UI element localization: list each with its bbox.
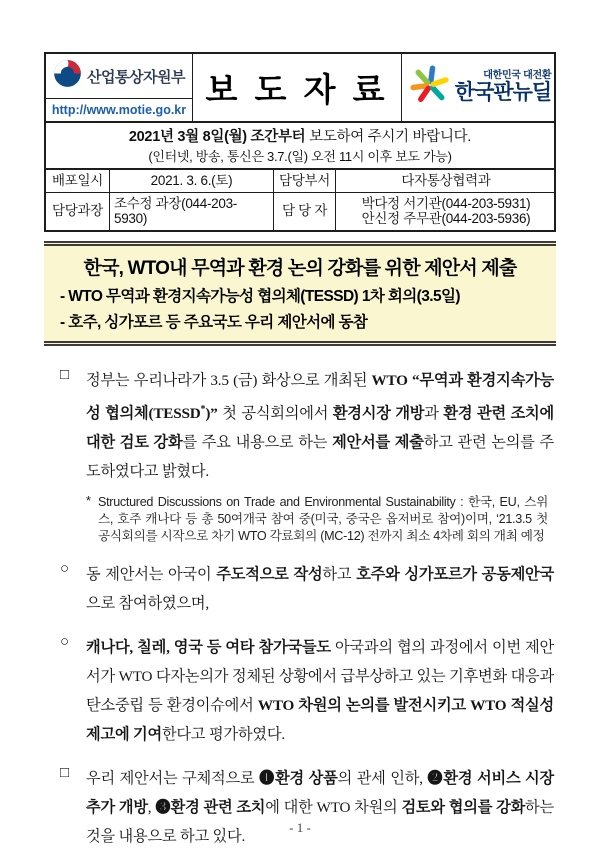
release-date-value: 2021. 3. 6.(토) [110,170,274,193]
ministry-url-link[interactable]: http://www.motie.go.kr [51,103,187,117]
motie-emblem-icon [53,59,82,93]
department-value: 다자통상협력과 [336,170,556,193]
square-bullet: □ [60,764,70,781]
newdeal-pinwheel-icon [409,64,451,111]
contact-person-label: 담 당 자 [274,193,336,230]
ministry-name: 산업통상자원부 [87,68,185,86]
doc-type-title: 보 도 자 료 [205,71,389,108]
header-ministry-cell [46,54,193,121]
body-text-area [44,366,556,849]
doc-type-cell [193,54,402,121]
contact-person-value: 박다정 서기관(044-203-5931) 안신정 주무관(044-203-5936) [361,195,531,227]
footnote-text: Structured Discussions on Trade and Environmental Sustainability : 한국, EU, 스위스, 호주 캐나다 등 총 50여개국 참여 중(미국, 중국은 옵저버로 참여)이며, ‘21.3.5 첫 공식회의를 시작으로 차기 WTO 각료회의 (MC-12) 전까지 최소 4차례 회의 개최 예정 [98,494,548,543]
embargo-notice [44,123,556,170]
footnote [86,494,548,545]
department-label: 담당부서 [274,170,336,193]
circle-bullet: ○ [60,633,70,650]
newdeal-slogan: 대한민국 대전환 [483,70,552,82]
contact-info-table [44,170,556,232]
circle-bullet: ○ [60,560,70,577]
paragraph-2-text: 동 제안서는 아국이 주도적으로 작성하고 호주와 싱가포르가 공동제안국으로 참여하였으며, [86,565,554,612]
paragraph-1-text: 정부는 우리나라가 3.5 (금) 화상으로 개최된 WTO “무역과 환경지속가능성 협의체(TESSD*)” 첫 공식회의에서 환경시장 개방과 환경 관련 조치에 대한 검토 강화를 주요 내용으로 하는 제안서를 제출하고 관련 논의를 주도하였다고 밝혔다. [86,371,554,480]
paragraph-1 [60,366,554,486]
asterisk-marker: * [86,493,91,508]
headline-box [44,241,556,346]
headline-title: 한국, WTO내 무역과 환경 논의 강화를 위한 제안서 제출 [83,257,517,279]
embargo-line1: 2021년 3월 8일(월) 조간부터 보도하여 주시기 바랍니다. [128,129,472,145]
paragraph-3 [60,633,554,749]
release-date-label: 배포일시 [46,170,110,193]
embargo-line2: (인터넷, 방송, 통신은 3.7.(일) 오전 11시 이후 보도 가능) [148,149,452,164]
paragraph-3-text: 캐나다, 칠레, 영국 등 여타 참가국들도 아국과의 협의 과정에서 이번 제안서가 WTO 다자논의가 정체된 상황에서 급부상하고 있는 기후변화 대응과 탄소중립 등 환경이슈에서 WTO 차원의 논의를 발전시키고 WTO 적실성 제고에 기여한다고 평가하였다. [86,638,554,743]
paragraph-4 [60,764,554,849]
paragraph-4-text: 우리 제안서는 구체적으로 ❶환경 상품의 관세 인하, ❷환경 서비스 시장 추가 개방, ❸환경 관련 조치에 대한 WTO 차원의 검토와 협의를 강화하는 것을 내용으로 하고 있다. [86,769,554,845]
director-label: 담당과장 [46,193,110,230]
headline-subtitle-1: - WTO 무역과 환경지속가능성 협의체(TESSD) 1차 회의(3.5일) [60,287,460,305]
square-bullet: □ [60,366,70,383]
paragraph-2 [60,560,554,618]
newdeal-logo-cell [402,54,558,121]
director-value: 조수정 과장(044-203-5930) [110,193,274,230]
newdeal-wordmark: 한국판뉴딜 [454,80,552,104]
page-number: - 1 - [289,820,311,835]
headline-subtitle-2: - 호주, 싱가포르 등 주요국도 우리 제안서에 동참 [60,313,368,331]
header-table [44,52,556,123]
